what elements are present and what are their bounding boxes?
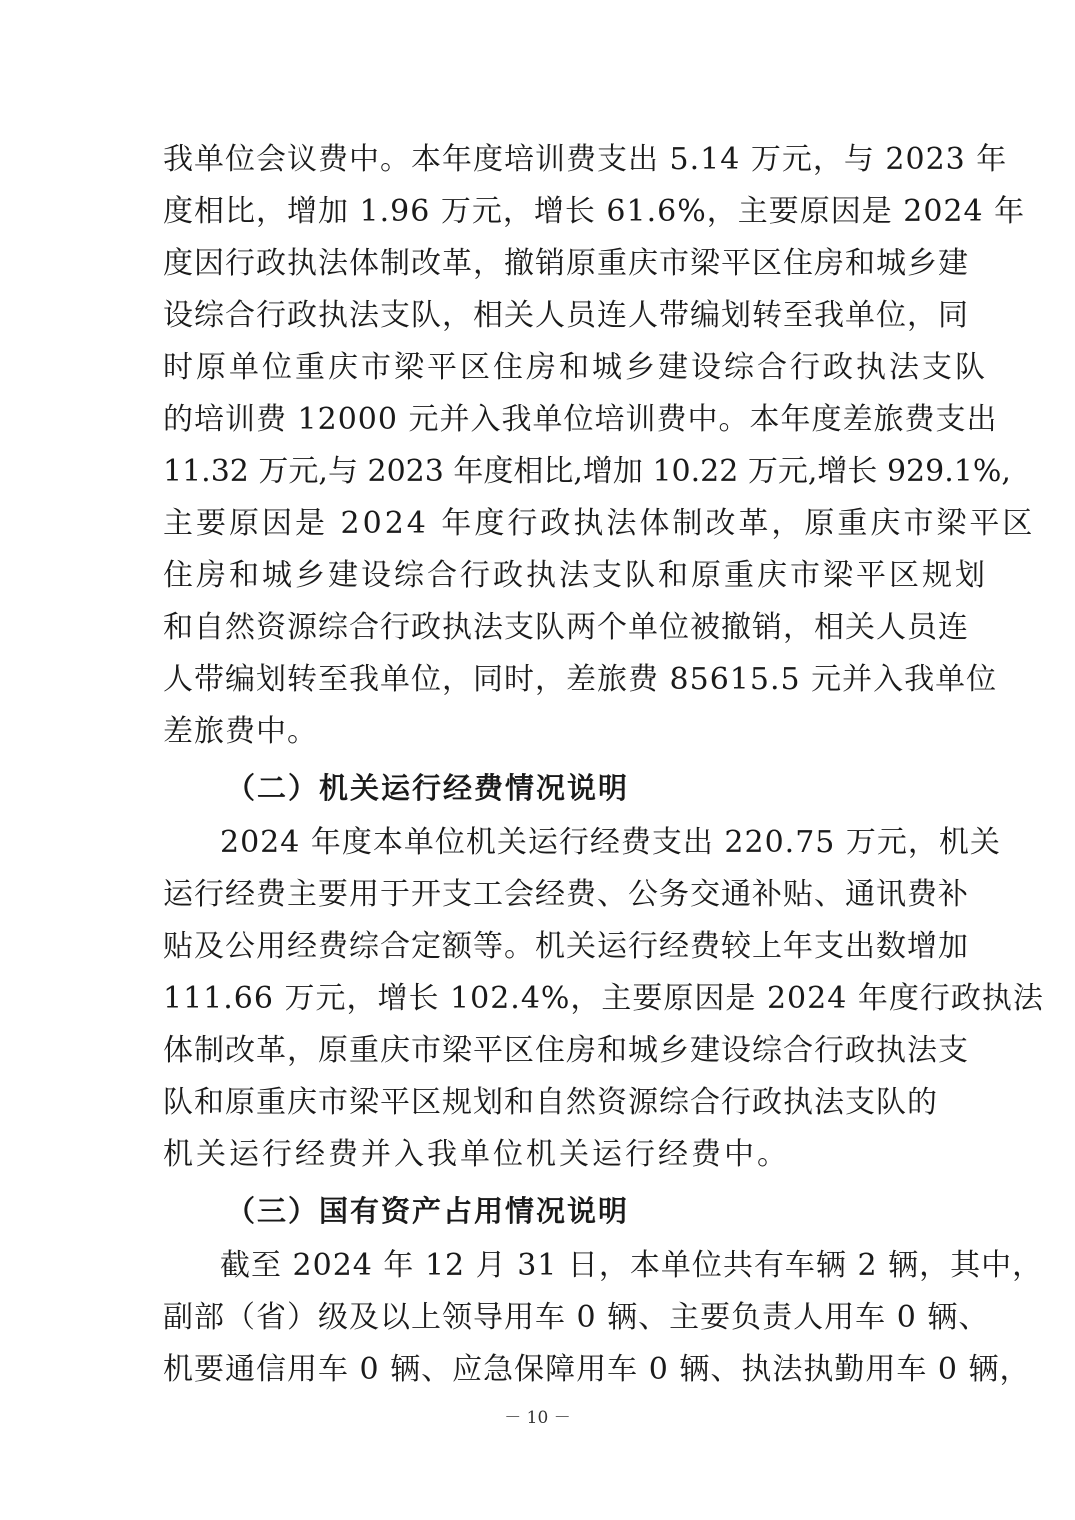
paragraph-line: 运行经费主要用于开支工会经费、公务交通补贴、通讯费补 (163, 877, 969, 912)
paragraph-line: 度因行政执法体制改革，撤销原重庆市梁平区住房和城乡建 (163, 246, 969, 281)
paragraph-line: 住房和城乡建设综合行政执法支队和原重庆市梁平区规划 (163, 558, 988, 593)
paragraph-line: 副部（省）级及以上领导用车 0 辆、主要负责人用车 0 辆、 (163, 1300, 990, 1335)
paragraph-line: 111.66 万元，增长 102.4%，主要原因是 2024 年度行政执法 (163, 981, 1044, 1016)
paragraph-line: 11.32 万元,与 2023 年度相比,增加 10.22 万元,增长 929.1%, (163, 454, 1011, 489)
paragraph-line: 主要原因是 2024 年度行政执法体制改革，原重庆市梁平区 (163, 506, 1036, 541)
paragraph-line: 贴及公用经费综合定额等。机关运行经费较上年支出数增加 (163, 929, 969, 964)
paragraph-line: 截至 2024 年 12 月 31 日，本单位共有车辆 2 辆，其中， (220, 1248, 1044, 1283)
section-heading-3: （三）国有资产占用情况说明 (226, 1194, 630, 1228)
paragraph-line: 我单位会议费中。本年度培训费支出 5.14 万元，与 2023 年 (163, 142, 1008, 177)
paragraph-line: 和自然资源综合行政执法支队两个单位被撤销，相关人员连 (163, 610, 969, 645)
paragraph-line: 队和原重庆市梁平区规划和自然资源综合行政执法支队的 (163, 1085, 938, 1120)
paragraph-line: 度相比，增加 1.96 万元，增长 61.6%，主要原因是 2024 年 (163, 194, 1026, 229)
paragraph-line: 2024 年度本单位机关运行经费支出 220.75 万元，机关 (220, 825, 1001, 860)
paragraph-line: 人带编划转至我单位，同时，差旅费 85615.5 元并入我单位 (163, 662, 998, 697)
paragraph-line: 时原单位重庆市梁平区住房和城乡建设综合行政执法支队 (163, 350, 988, 385)
paragraph-line: 的培训费 12000 元并入我单位培训费中。本年度差旅费支出 (163, 402, 998, 437)
section-heading-2: （二）机关运行经费情况说明 (226, 771, 630, 805)
paragraph-line: 机要通信用车 0 辆、应急保障用车 0 辆、执法执勤用车 0 辆， (163, 1352, 1031, 1387)
paragraph-line: 差旅费中。 (163, 714, 318, 749)
page-number: － 10 － (504, 1408, 571, 1428)
paragraph-line: 机关运行经费并入我单位机关运行经费中。 (163, 1137, 790, 1172)
paragraph-line: 设综合行政执法支队，相关人员连人带编划转至我单位，同 (163, 298, 969, 333)
paragraph-line: 体制改革，原重庆市梁平区住房和城乡建设综合行政执法支 (163, 1033, 969, 1068)
